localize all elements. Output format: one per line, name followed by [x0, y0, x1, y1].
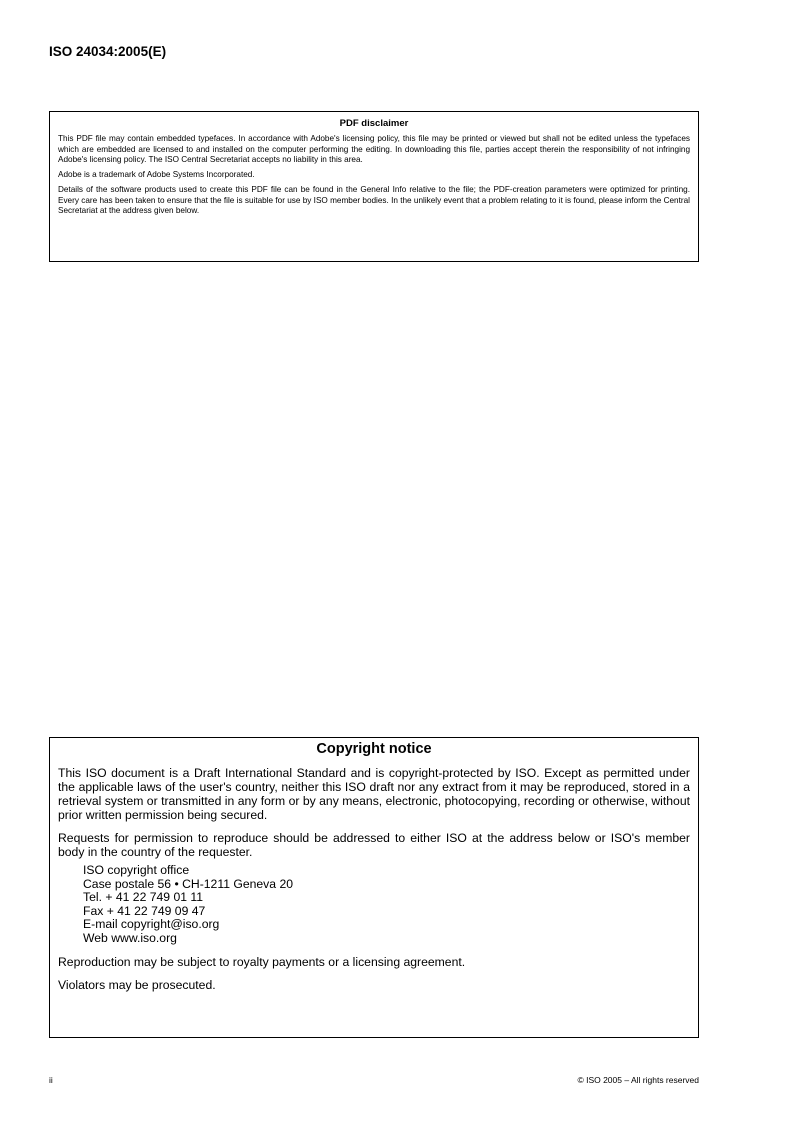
disclaimer-title: PDF disclaimer — [339, 118, 409, 129]
address-telephone: Tel. + 41 22 749 01 11 — [83, 890, 204, 904]
address-web: Web www.iso.org — [83, 930, 177, 945]
copyright-title: Copyright notice — [316, 741, 432, 757]
document-id: ISO 24034:2005(E) — [49, 44, 167, 59]
copyright-paragraph: Violators may be prosecuted. — [58, 978, 216, 992]
copyright-paragraph: Requests for permission to reproduce should be addressed to either ISO at the address below or ISO's member body in the country of the requester. — [58, 831, 690, 859]
copyright-paragraph: This ISO document is a Draft International Standard and is copyright-protected by ISO. Except as permitted under the applicable laws of the user's country, neither this ISO draft nor any extract from it may be reproduced, stored in a retrieval system or transmitted in any form or by any means, electronic, photocopying, recording or otherwise, without prior written permission being secured. — [58, 766, 690, 822]
disclaimer-paragraph: Adobe is a trademark of Adobe Systems Incorporated. — [58, 170, 255, 180]
copyright-notice-box — [49, 737, 699, 1038]
disclaimer-paragraph: Details of the software products used to create this PDF file can be found in the General Info relative to the file; the PDF-creation parameters were optimized for printing. Every care has been taken to ensure that the file is suitable for use by ISO member bodies. In the unlikely event that a problem relating to it is found, please inform the Central Secretariat at the address given below. — [58, 185, 690, 216]
address-fax: Fax + 41 22 749 09 47 — [83, 903, 206, 918]
address-email: E-mail copyright@iso.org — [83, 917, 220, 931]
copyright-paragraph: Reproduction may be subject to royalty payments or a licensing agreement. — [58, 955, 466, 969]
address-postal: Case postale 56 • CH-1211 Geneva 20 — [83, 876, 294, 891]
disclaimer-paragraph: This PDF file may contain embedded typefaces. In accordance with Adobe's licensing policy, this file may be printed or viewed but shall not be edited unless the typefaces which are embedded are licensed to and installed on the computer performing the editing. In downloading this file, parties accept therein the responsibility of not infringing Adobe's licensing policy. The ISO Central Secretariat accepts no liability in this area. — [58, 134, 690, 164]
address-office: ISO copyright office — [83, 863, 190, 877]
footer-copyright: © ISO 2005 – All rights reserved — [577, 1075, 699, 1085]
pdf-disclaimer-box — [49, 111, 699, 262]
page-number: ii — [49, 1075, 53, 1085]
iso-address-block — [83, 864, 690, 945]
